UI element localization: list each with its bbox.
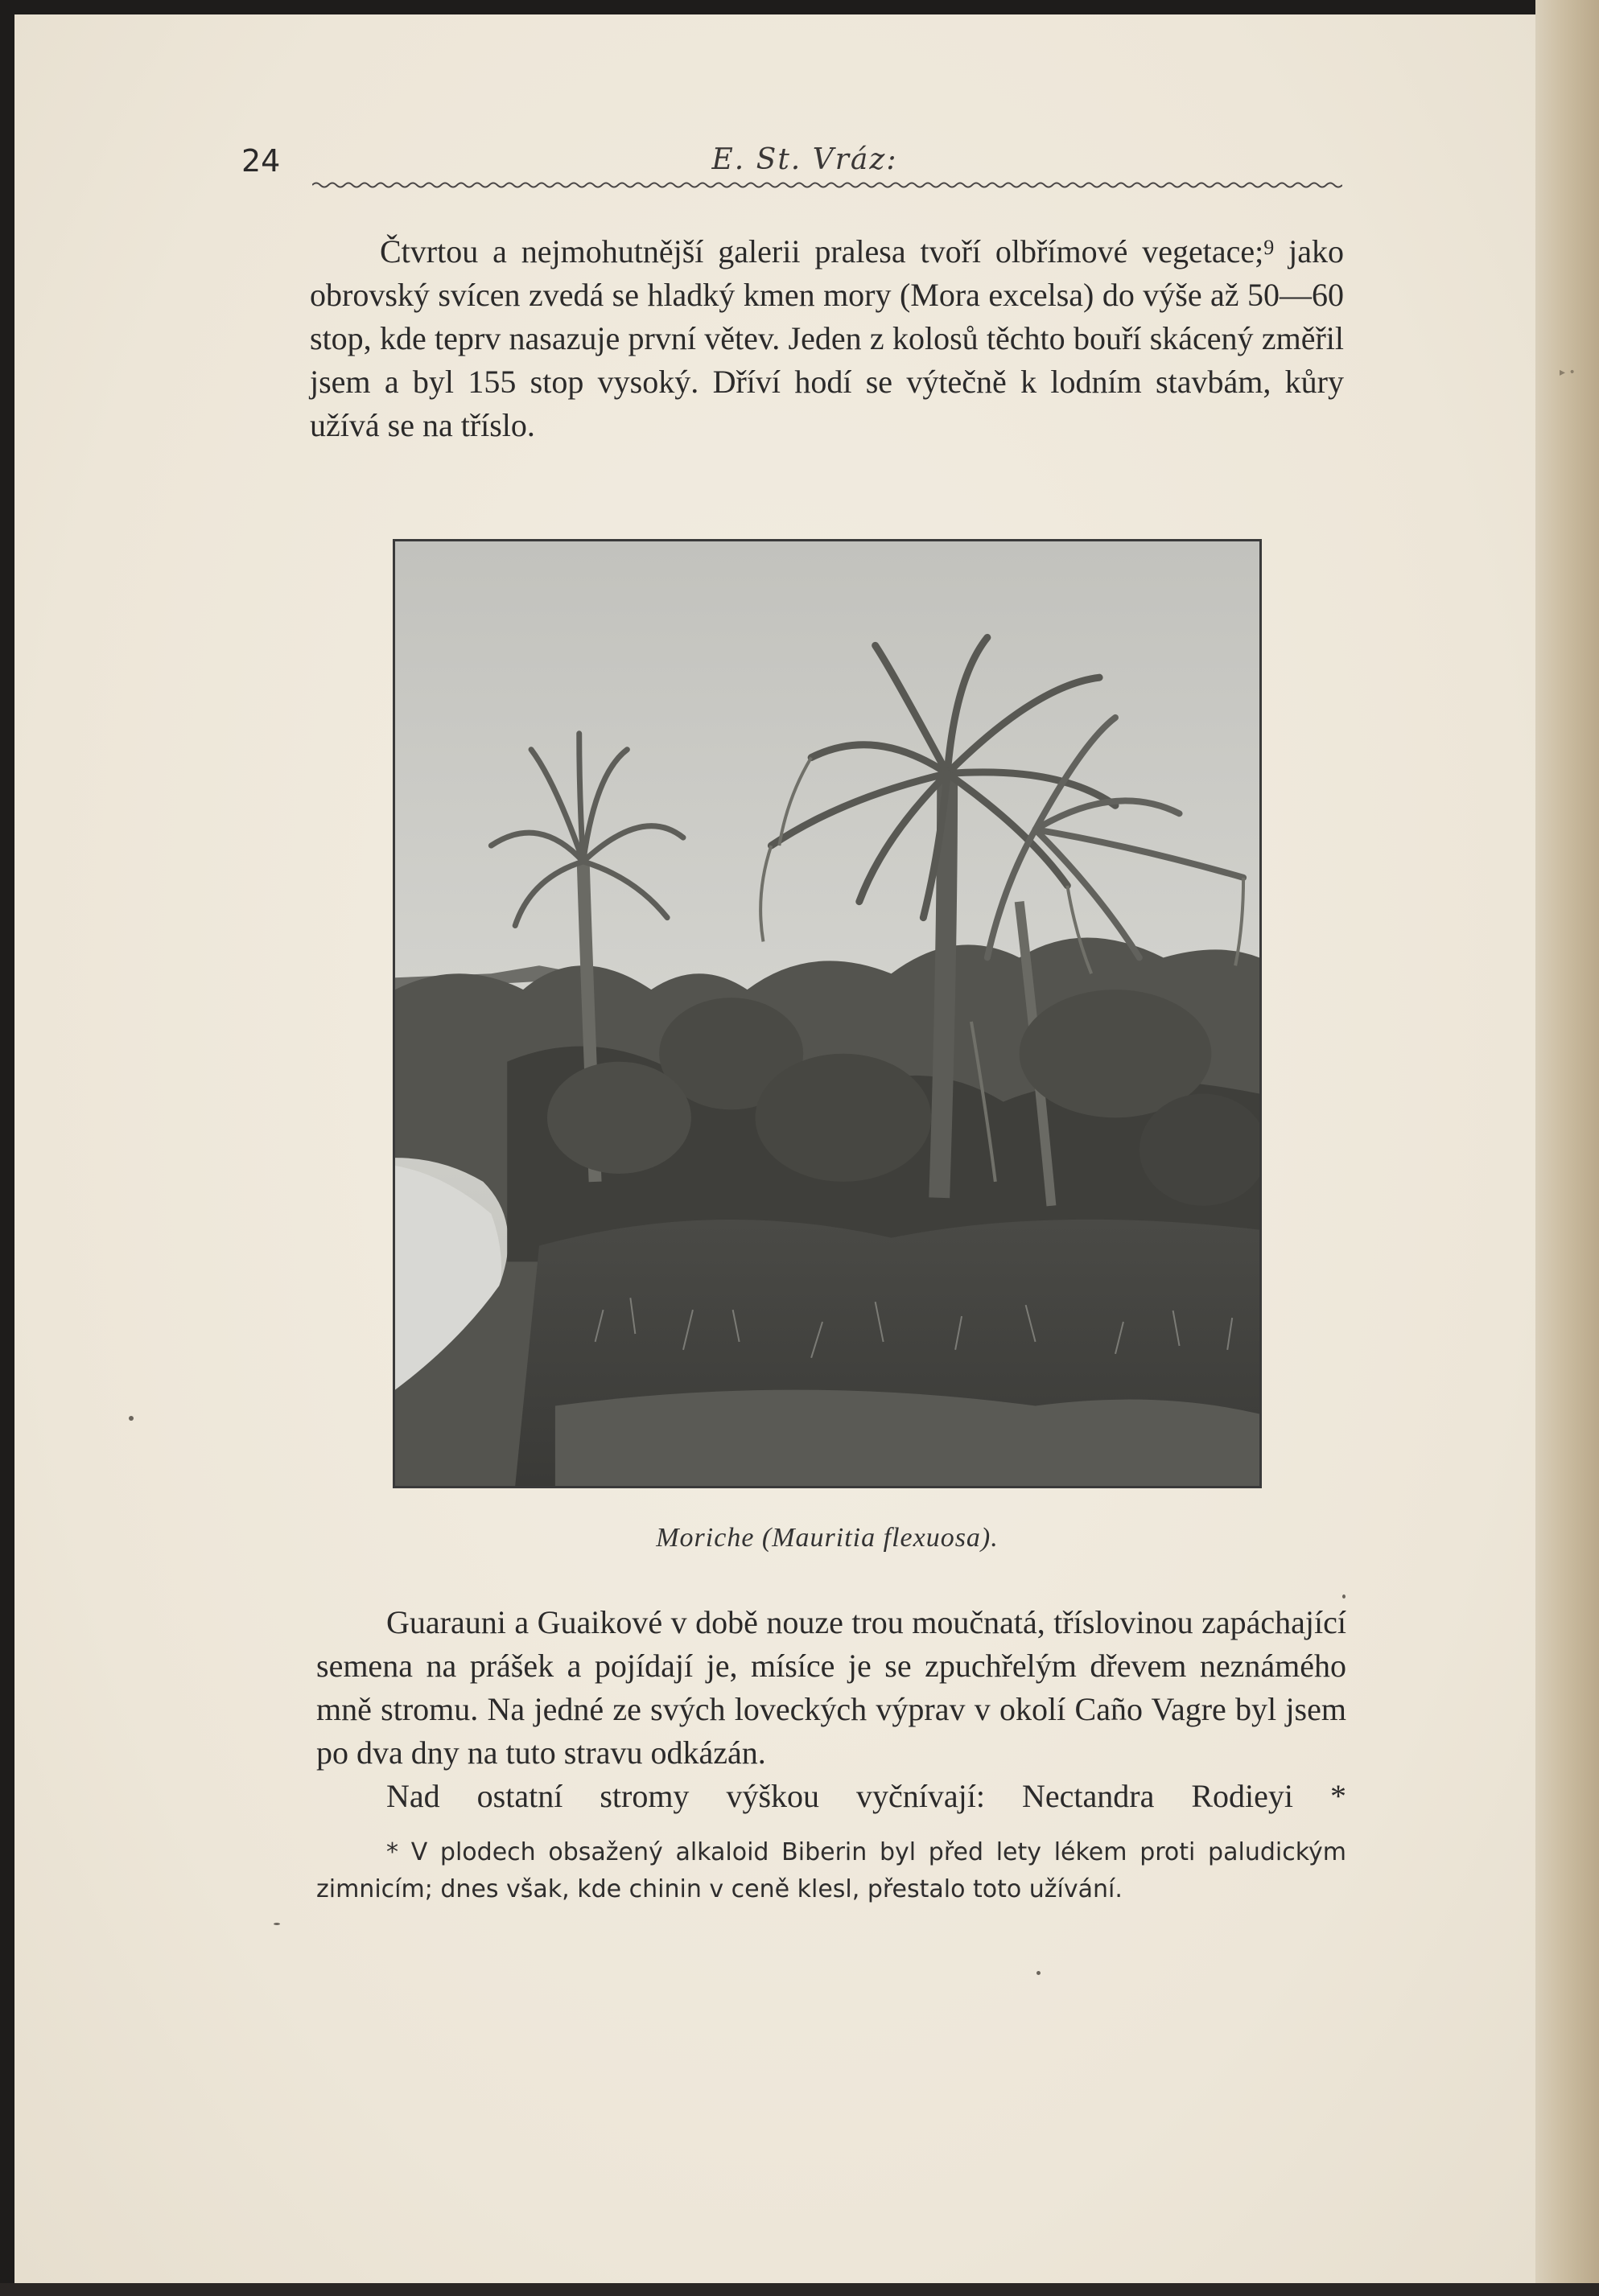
paper-speck (274, 1923, 280, 1925)
note-reference: 9 (1263, 236, 1275, 259)
paragraph-text: jako obrovský svícen zvedá se hladký kmen mory (Mora excelsa) do výše až 50—60 stop, kde teprv nasazuje první větev. Jeden z kolosů těchto bouří skácený změřil jsem a byl 155 stop vysoký. Dříví hodí se výtečně k lodním stavbám, kůry užívá se na tříslo. (310, 233, 1344, 443)
moriche-palm-photograph (393, 539, 1262, 1488)
paragraph-guarauni: Guarauni a Guaikové v době nouze trou moučnatá, tříslovinou zapáchající semena na prášek a pojídají je, mísíce je se zpuchřelým dřevem neznámého mně stromu. Na jedné ze svých loveckých výprav v okolí Caño Vagre byl jsem po dva dny na tuto stravu odkázán. (316, 1604, 1346, 1771)
page-number: 24 (241, 143, 281, 179)
margin-mark: ▸ • (1560, 366, 1576, 379)
book-spine-edge (1535, 0, 1599, 2296)
paper-speck (1342, 1594, 1346, 1599)
paragraph-tall-trees: Nad ostatní stromy výškou vyčnívají: Nectandra Rodieyi * (386, 1778, 1346, 1814)
footnote: * V plodech obsažený alkaloid Biberin byl před lety lékem proti paludickým zimnicím; dnes však, kde chinin v ceně klesl, přestalo toto užívání. (316, 1838, 1346, 1903)
running-head (241, 143, 1344, 191)
decorative-wavy-rule (312, 180, 1342, 190)
paragraph-giant-trees (310, 230, 1344, 447)
figure-caption: Moriche (Mauritia flexuosa). (656, 1523, 999, 1553)
paper-speck (129, 1416, 134, 1421)
paragraph-text: Čtvrtou a nejmohutnější galerii pralesa tvoří olbřímové vegetace; (380, 233, 1264, 270)
scan-border (0, 2283, 1599, 2296)
paper-speck (1036, 1971, 1041, 1975)
running-head-author: E. St. Vráz: (711, 143, 898, 176)
palm-landscape-illustration (395, 541, 1259, 1486)
